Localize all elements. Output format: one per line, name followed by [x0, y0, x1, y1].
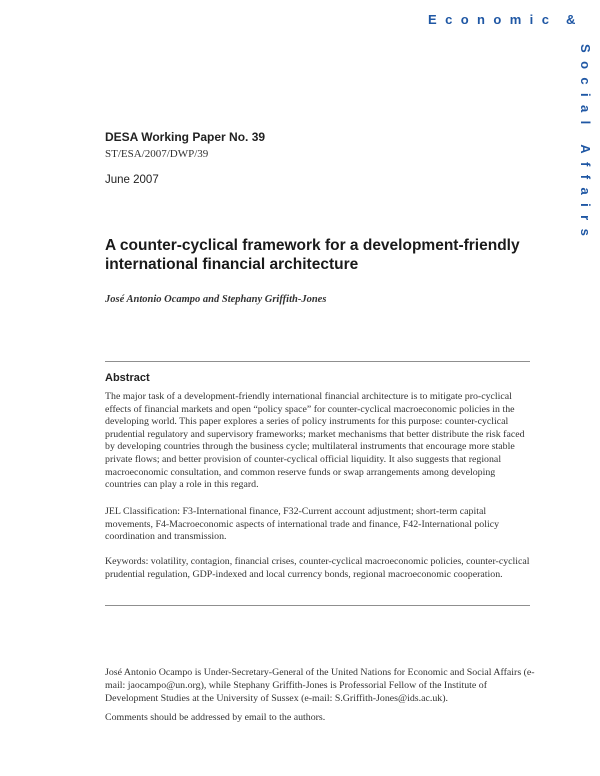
divider-top: [105, 361, 530, 362]
banner-ampersand: &: [566, 12, 576, 27]
abstract-body: The major task of a development-friendly international financial architecture is to mitigate pro-cyclical effects of financial markets and open “policy space” for counter-cyclical macroeconomic policies in the developing world. This paper explores a series of policy instruments for this purpose: counter-cyclical prudential regulatory and supervisory frameworks; market mechanisms that better distribute the risk faced by developing countries through the business cycle; multilateral instruments that encourage more stable private flows; and better provision of counter-cyclical official liquidity. It also suggests that regional macroeconomic consultation, and common reserve funds or swap arrangements among developing countries can play a role in this regard.: [105, 391, 525, 491]
abstract-heading: Abstract: [105, 372, 150, 384]
jel-classification: JEL Classification: F3-International finance, F32-Current account adjustment; short-term capital movements, F4-Macroeconomic aspects of international trade and finance, F42-International policy coordination and transmission.: [105, 506, 500, 543]
banner-economic: Economic: [428, 12, 558, 27]
working-paper-number: DESA Working Paper No. 39: [105, 130, 266, 144]
publication-date: June 2007: [105, 174, 159, 186]
banner-social-affairs: Social Affairs: [578, 44, 593, 245]
paper-title: A counter-cyclical framework for a development-friendly international financial architecture: [105, 237, 520, 273]
divider-bottom: [105, 605, 530, 606]
author-affiliation: José Antonio Ocampo is Under-Secretary-General of the United Nations for Economic and Social Affairs (e-mail: jaocampo@un.org), while Stephany Griffith-Jones is Professorial Fellow of the Institute of Development Studies at the University of Sussex (e-mail: S.Griffith-Jones@ids.ac.uk).: [105, 667, 535, 705]
paper-authors: José Antonio Ocampo and Stephany Griffith-Jones: [105, 294, 327, 305]
keywords: Keywords: volatility, contagion, financial crises, counter-cyclical macroeconomic policies, counter-cyclical prudential regulation, GDP-indexed and local currency bonds, regional macroeconomic cooperation.: [105, 556, 530, 580]
comments-note: Comments should be addressed by email to the authors.: [105, 712, 326, 723]
document-code: ST/ESA/2007/DWP/39: [105, 148, 209, 160]
